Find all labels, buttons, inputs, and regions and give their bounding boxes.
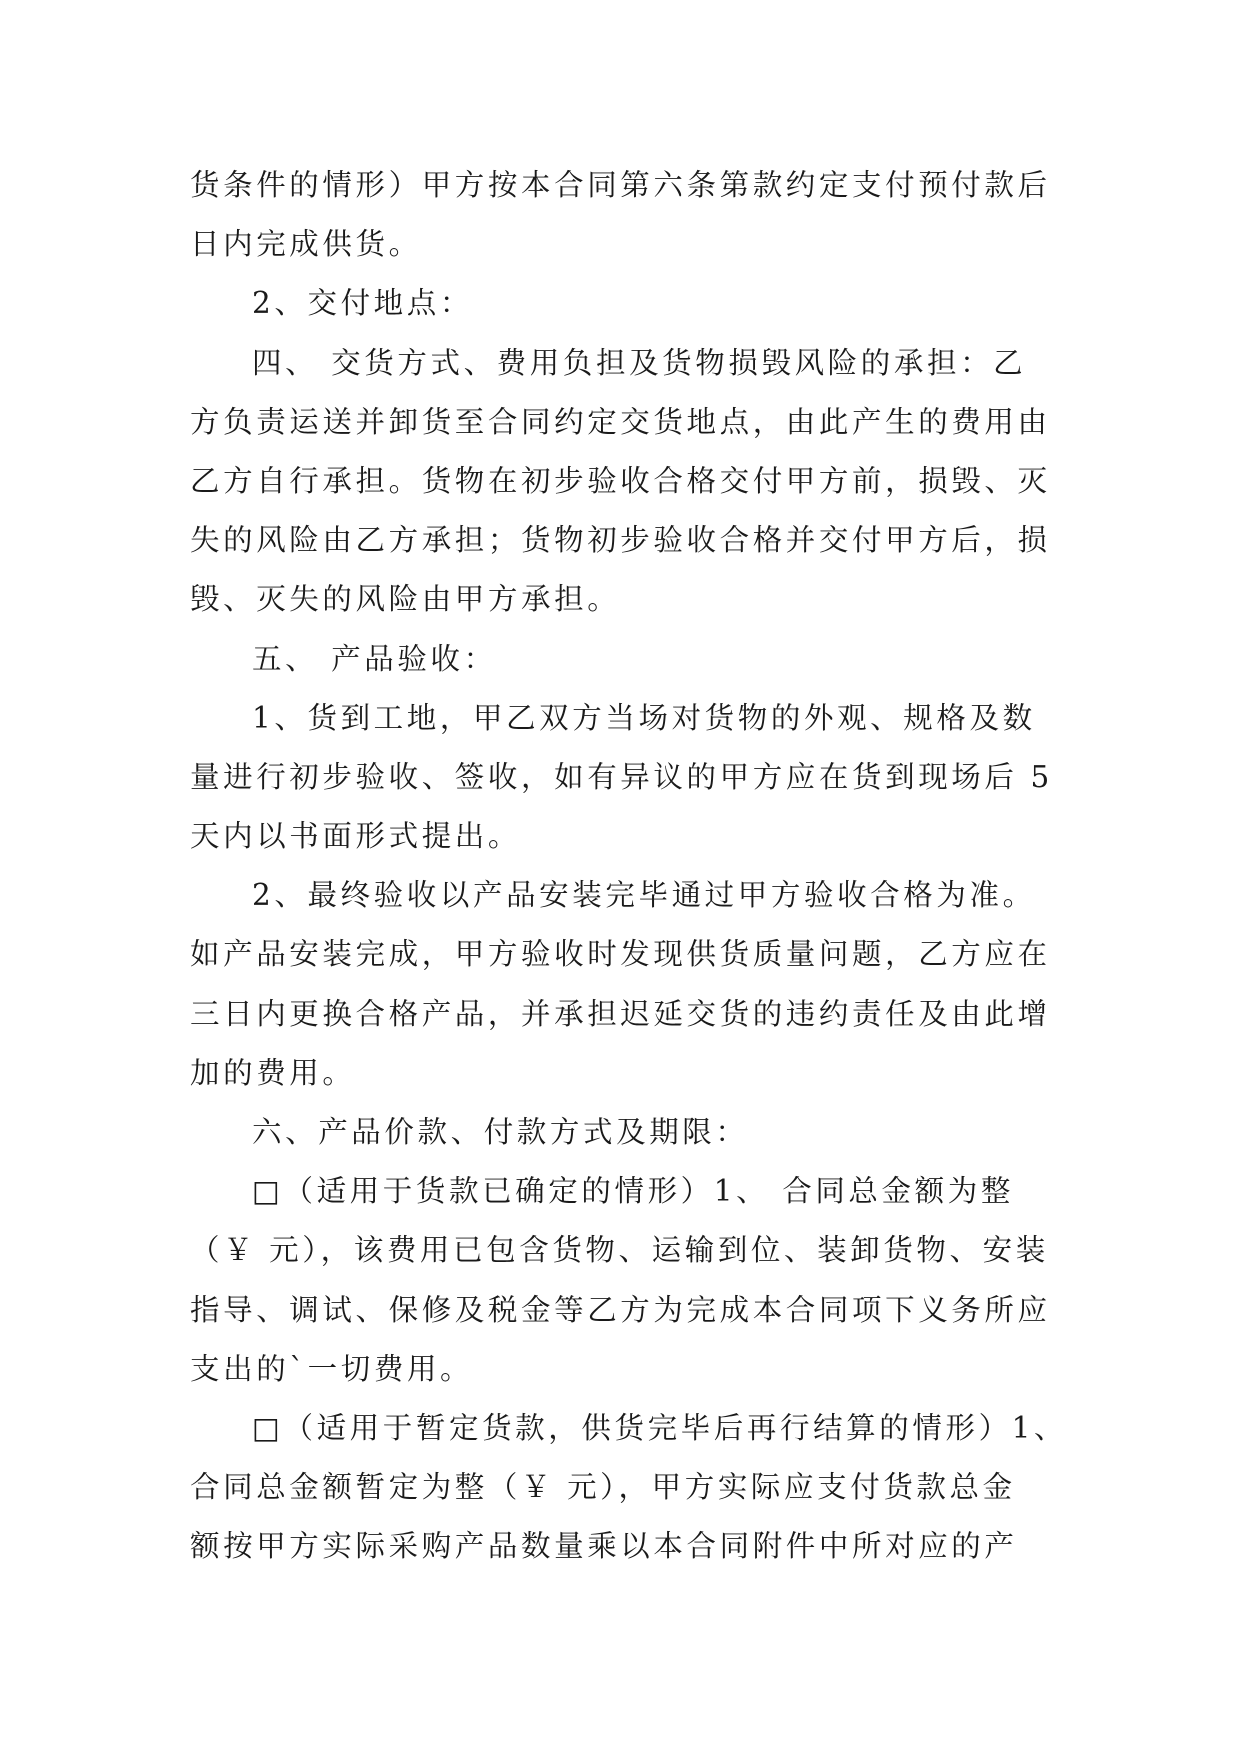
text-line: 三日内更换合格产品，并承担迟延交货的违约责任及由此增 (190, 996, 1051, 1031)
section-heading-payment: 六、产品价款、付款方式及期限： (252, 1115, 749, 1149)
checkbox-option-provisional-price: □（适用于暂定货款，供货完毕后再行结算的情形）1、 (252, 1410, 1068, 1445)
section-heading-delivery-method: 四、 交货方式、费用负担及货物损毁风险的承担：乙 (252, 345, 1027, 380)
text-line: 量进行初步验收、签收，如有异议的甲方应在货到现场后 5 (190, 759, 1053, 794)
text-line: 乙方自行承担。货物在初步验收合格交付甲方前，损毁、灭 (190, 463, 1051, 498)
section-heading-acceptance: 五、 产品验收： (252, 641, 497, 676)
text-line: （￥ 元），该费用已包含货物、运输到位、装卸货物、安装 (190, 1233, 1049, 1268)
text-line: 支出的`一切费用。 (190, 1351, 474, 1386)
text-line: 合同总金额暂定为整（￥ 元），甲方实际应支付货款总金 (190, 1470, 1016, 1505)
text-line: 2、交付地点： (252, 286, 473, 321)
text-line: 额按甲方实际采购产品数量乘以本合同附件中所对应的产 (190, 1529, 1018, 1564)
text-line: 1、货到工地，甲乙双方当场对货物的外观、规格及数 (252, 700, 1036, 735)
text-line: 加的费用。 (190, 1055, 356, 1090)
text-line: 指导、调试、保修及税金等乙方为完成本合同项下义务所应 (190, 1292, 1051, 1327)
text-line: 货条件的情形）甲方按本合同第六条第款约定支付预付款后 (190, 168, 1051, 202)
text-line: 失的风险由乙方承担；货物初步验收合格并交付甲方后，损 (190, 523, 1051, 558)
text-line: 日内完成供货。 (190, 227, 422, 262)
contract-body-text (190, 156, 1070, 1577)
checkbox-option-fixed-price: □（适用于货款已确定的情形）1、 合同总金额为整 (252, 1174, 1014, 1209)
text-line: 天内以书面形式提出。 (190, 819, 522, 854)
text-line: 方负责运送并卸货至合同约定交货地点，由此产生的费用由 (190, 404, 1051, 439)
text-line: 2、最终验收以产品安装完毕通过甲方验收合格为准。 (252, 878, 1036, 913)
text-line: 如产品安装完成，甲方验收时发现供货质量问题，乙方应在 (190, 937, 1051, 972)
text-line: 毁、灭失的风险由甲方承担。 (190, 582, 621, 617)
